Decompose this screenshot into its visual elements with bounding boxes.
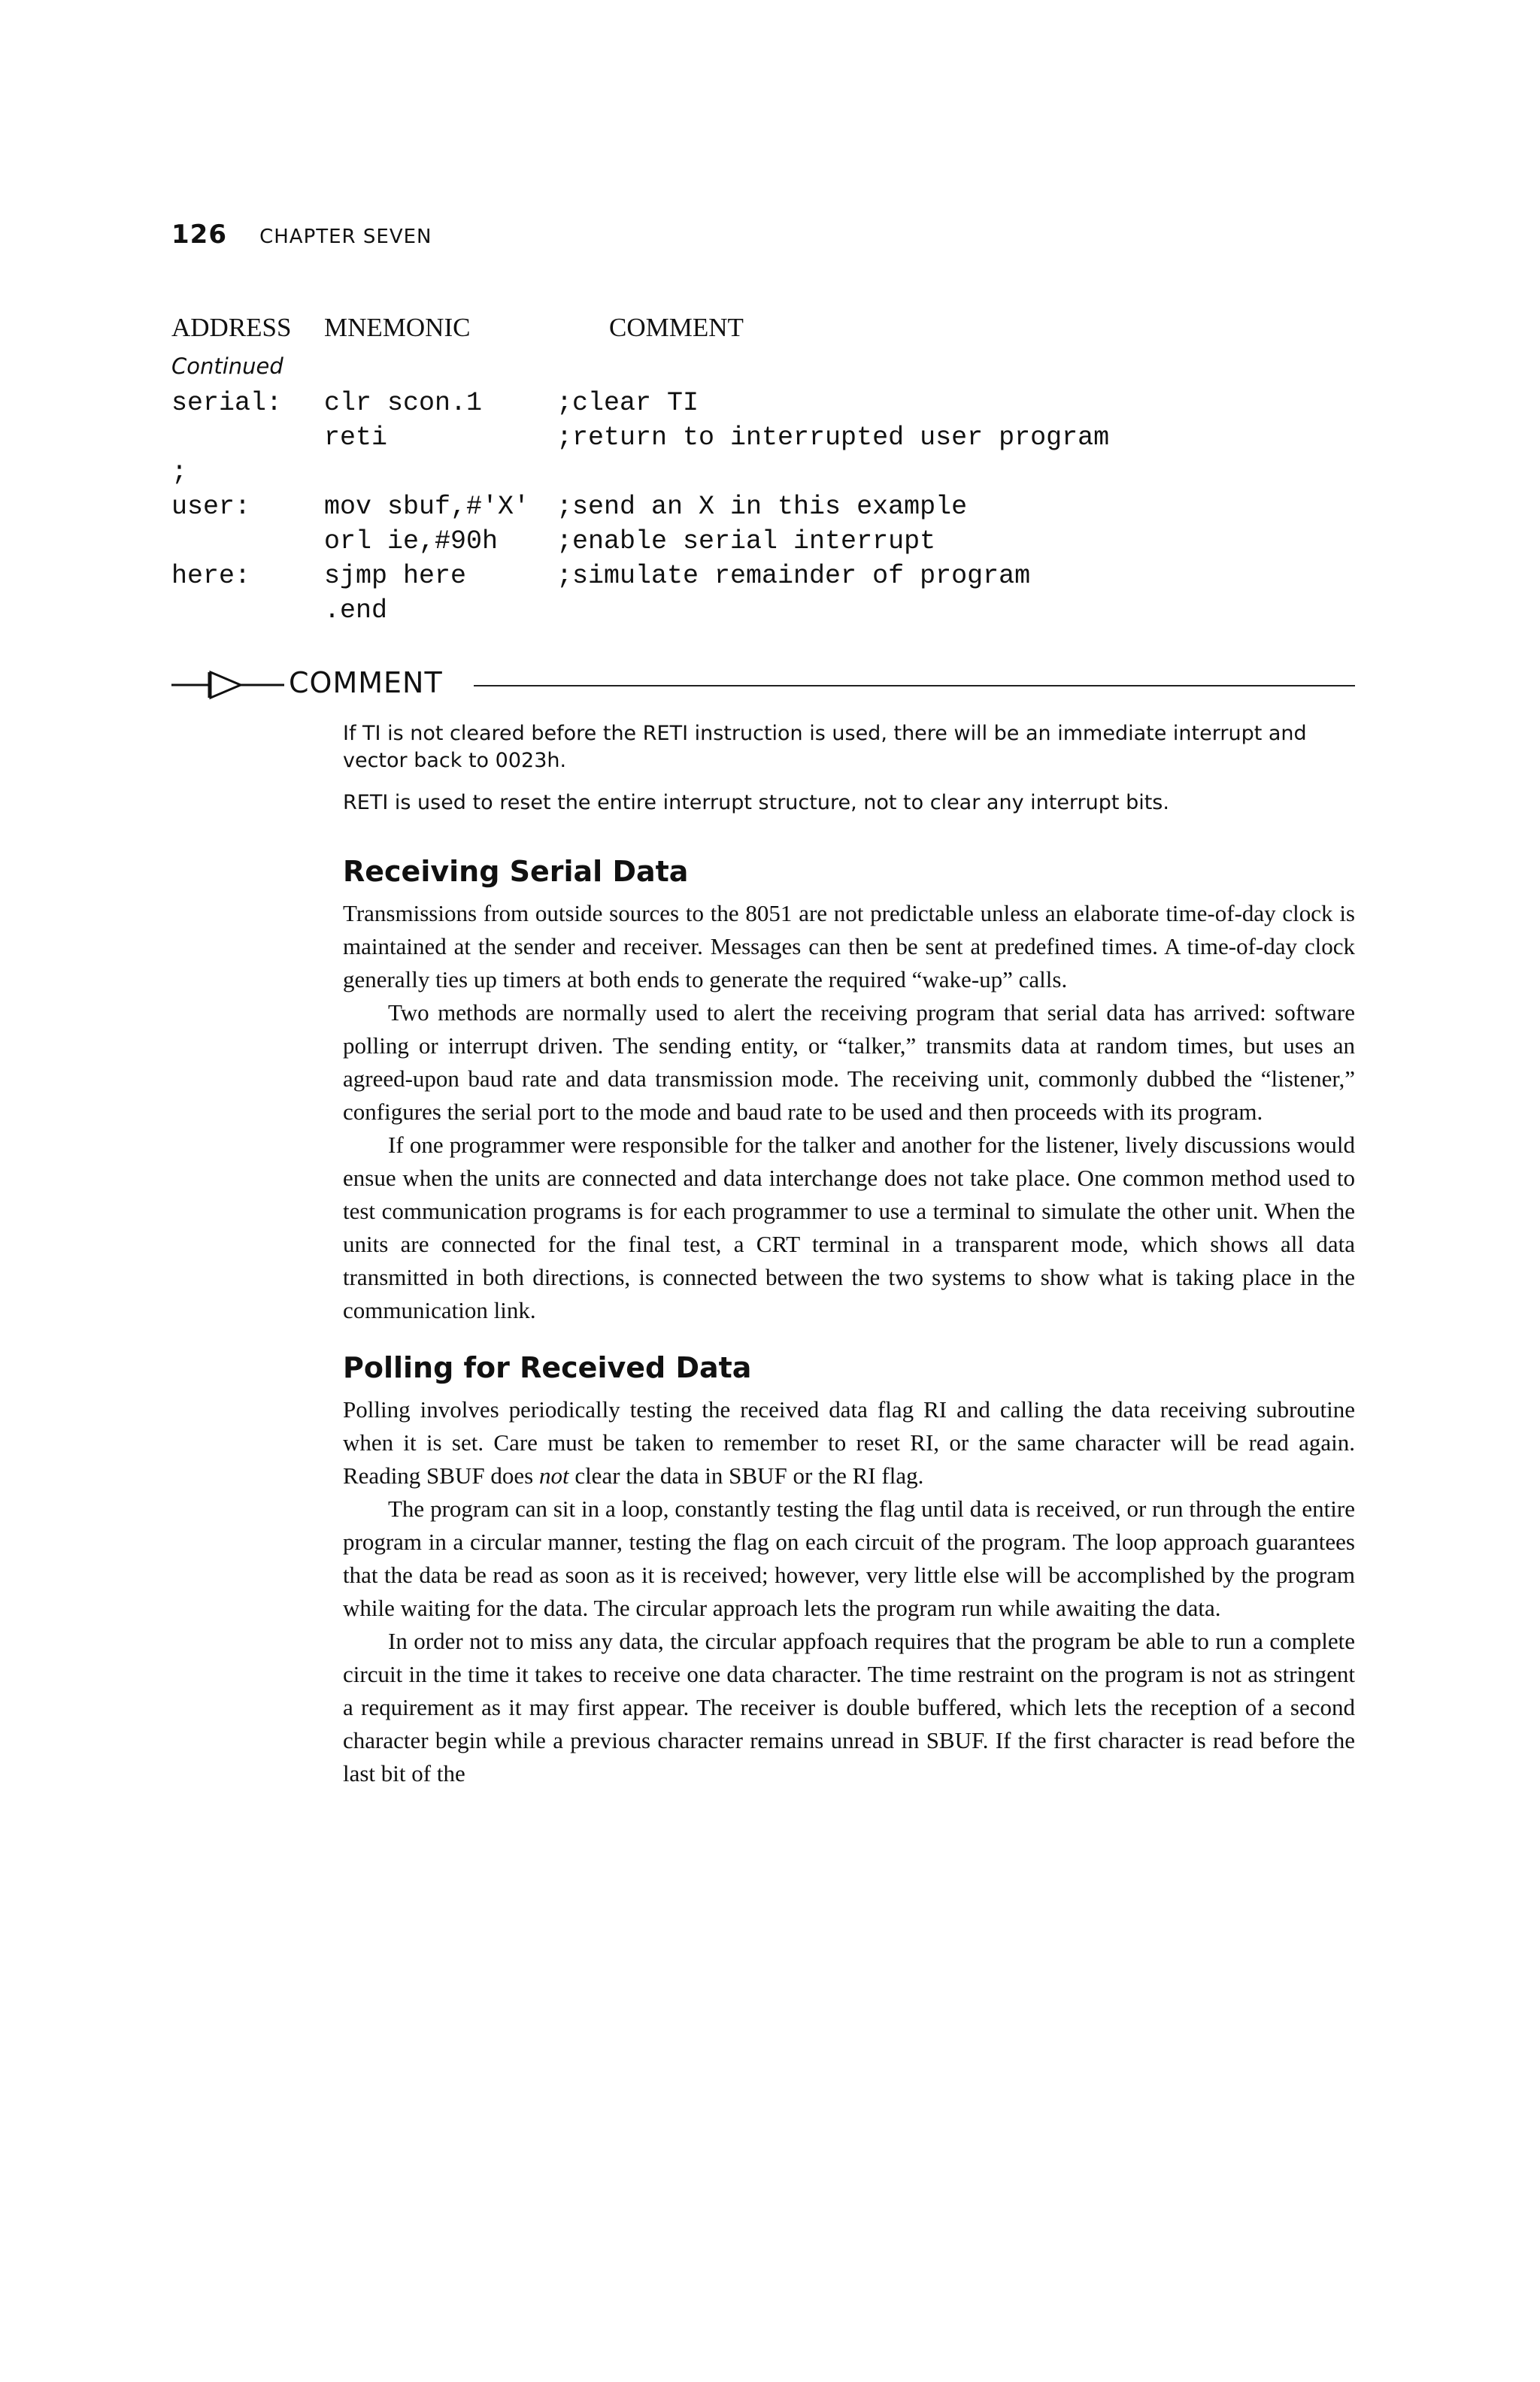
- code-row: [171, 492, 1375, 526]
- code-row: [171, 457, 1375, 492]
- paragraph: If one programmer were responsible for the talker and another for the listener, lively discussions would ensue when the units are connected and data interchange does not take place. One common method used to test communication programs is for each programmer to use a terminal to simulate the other unit. When the units are connected for the final test, a CRT terminal in a transparent mode, which shows all data transmitted in both directions, is connected between the two systems to show what is taking place in the communication link.: [343, 1132, 1355, 1323]
- paragraph-text: clear the data in SBUF or the RI flag.: [568, 1462, 924, 1489]
- code-mnemonic: sjmp here: [324, 561, 467, 591]
- code-comment: ;send an X in this example: [556, 492, 968, 522]
- comment-header: COMMENT: [609, 313, 744, 342]
- comment-body: [343, 720, 1355, 832]
- code-mnemonic: orl ie,#90h: [324, 526, 499, 556]
- code-address: here:: [171, 561, 251, 591]
- address-header: ADDRESS: [171, 313, 292, 342]
- comment-paragraph: RETI is used to reset the entire interrupt structure, not to clear any interrupt bits.: [343, 791, 1169, 814]
- code-comment: ;clear TI: [556, 388, 699, 418]
- comment-paragraph: If TI is not cleared before the RETI instruction is used, there will be an immediate interrupt and vector back to 0023h.: [343, 722, 1307, 772]
- code-mnemonic: .end: [324, 596, 388, 626]
- code-listing: [171, 388, 1375, 630]
- comment-rule: [474, 685, 1355, 686]
- mnemonic-header: MNEMONIC: [324, 313, 471, 342]
- code-address: ;: [171, 457, 188, 487]
- code-row: [171, 526, 1375, 561]
- section-heading: Polling for Received Data: [343, 1351, 752, 1384]
- code-row: [171, 561, 1375, 596]
- code-table-headers: [171, 313, 1375, 358]
- chapter-title: CHAPTER SEVEN: [259, 226, 432, 248]
- page-number: 126: [171, 220, 227, 250]
- running-head: [171, 220, 432, 250]
- code-row: [171, 388, 1375, 423]
- code-mnemonic: clr scon.1: [324, 388, 483, 418]
- comment-title: COMMENT: [289, 666, 443, 699]
- continued-label: Continued: [171, 353, 283, 379]
- section-heading: Receiving Serial Data: [343, 855, 689, 888]
- comment-divider: [171, 662, 1355, 707]
- code-comment: ;enable serial interrupt: [556, 526, 936, 556]
- paragraph: [343, 1393, 1355, 1493]
- code-mnemonic: mov sbuf,#'X': [324, 492, 530, 522]
- section-body: [343, 897, 1355, 1327]
- paragraph-text: Polling involves periodically testing the received data flag RI and calling the data receiving subroutine when it is set. Care must be taken to remember to reset RI, or the same character will be read again. Reading SBUF does: [343, 1396, 1355, 1489]
- code-row: [171, 596, 1375, 630]
- code-comment: ;return to interrupted user program: [556, 423, 1110, 453]
- code-row: [171, 423, 1375, 457]
- code-address: serial:: [171, 388, 283, 418]
- section-body: [343, 1393, 1355, 1790]
- paragraph: Two methods are normally used to alert the receiving program that serial data has arrived: software polling or interrupt driven. The sending entity, or “talker,” transmits data at random times, but uses an agreed-upon baud rate and data transmission mode. The receiving unit, commonly dubbed the “listener,” configures the serial port to the mode and baud rate to be used and then proceeds with its program.: [343, 999, 1355, 1125]
- code-comment: ;simulate remainder of program: [556, 561, 1031, 591]
- paragraph: The program can sit in a loop, constantly testing the flag until data is received, or run through the entire program in a circular manner, testing the flag on each circuit of the program. The loop approach guarantees that the data be read as soon as it is received; however, very little else will be accomplished by the program while waiting for the data. The circular approach lets the program run while awaiting the data.: [343, 1496, 1355, 1621]
- code-mnemonic: reti: [324, 423, 388, 453]
- paragraph: In order not to miss any data, the circular appfoach requires that the program be able to run a complete circuit in the time it takes to receive one data character. The time restraint on the program is not as stringent a requirement as it may first appear. The receiver is double buffered, which lets the reception of a second character begin while a previous character remains unread in SBUF. If the first character is read before the last bit of the: [343, 1628, 1355, 1787]
- code-address: user:: [171, 492, 251, 522]
- emphasis-text: not: [538, 1462, 569, 1489]
- paragraph: Transmissions from outside sources to the 8051 are not predictable unless an elaborate time-of-day clock is maintained at the sender and receiver. Messages can then be sent at predefined times. A time-of-day clock generally ties up timers at both ends to generate the required “wake-up” calls.: [343, 900, 1355, 993]
- main-content: [343, 846, 1355, 1790]
- comment-arrow-icon: [171, 662, 284, 707]
